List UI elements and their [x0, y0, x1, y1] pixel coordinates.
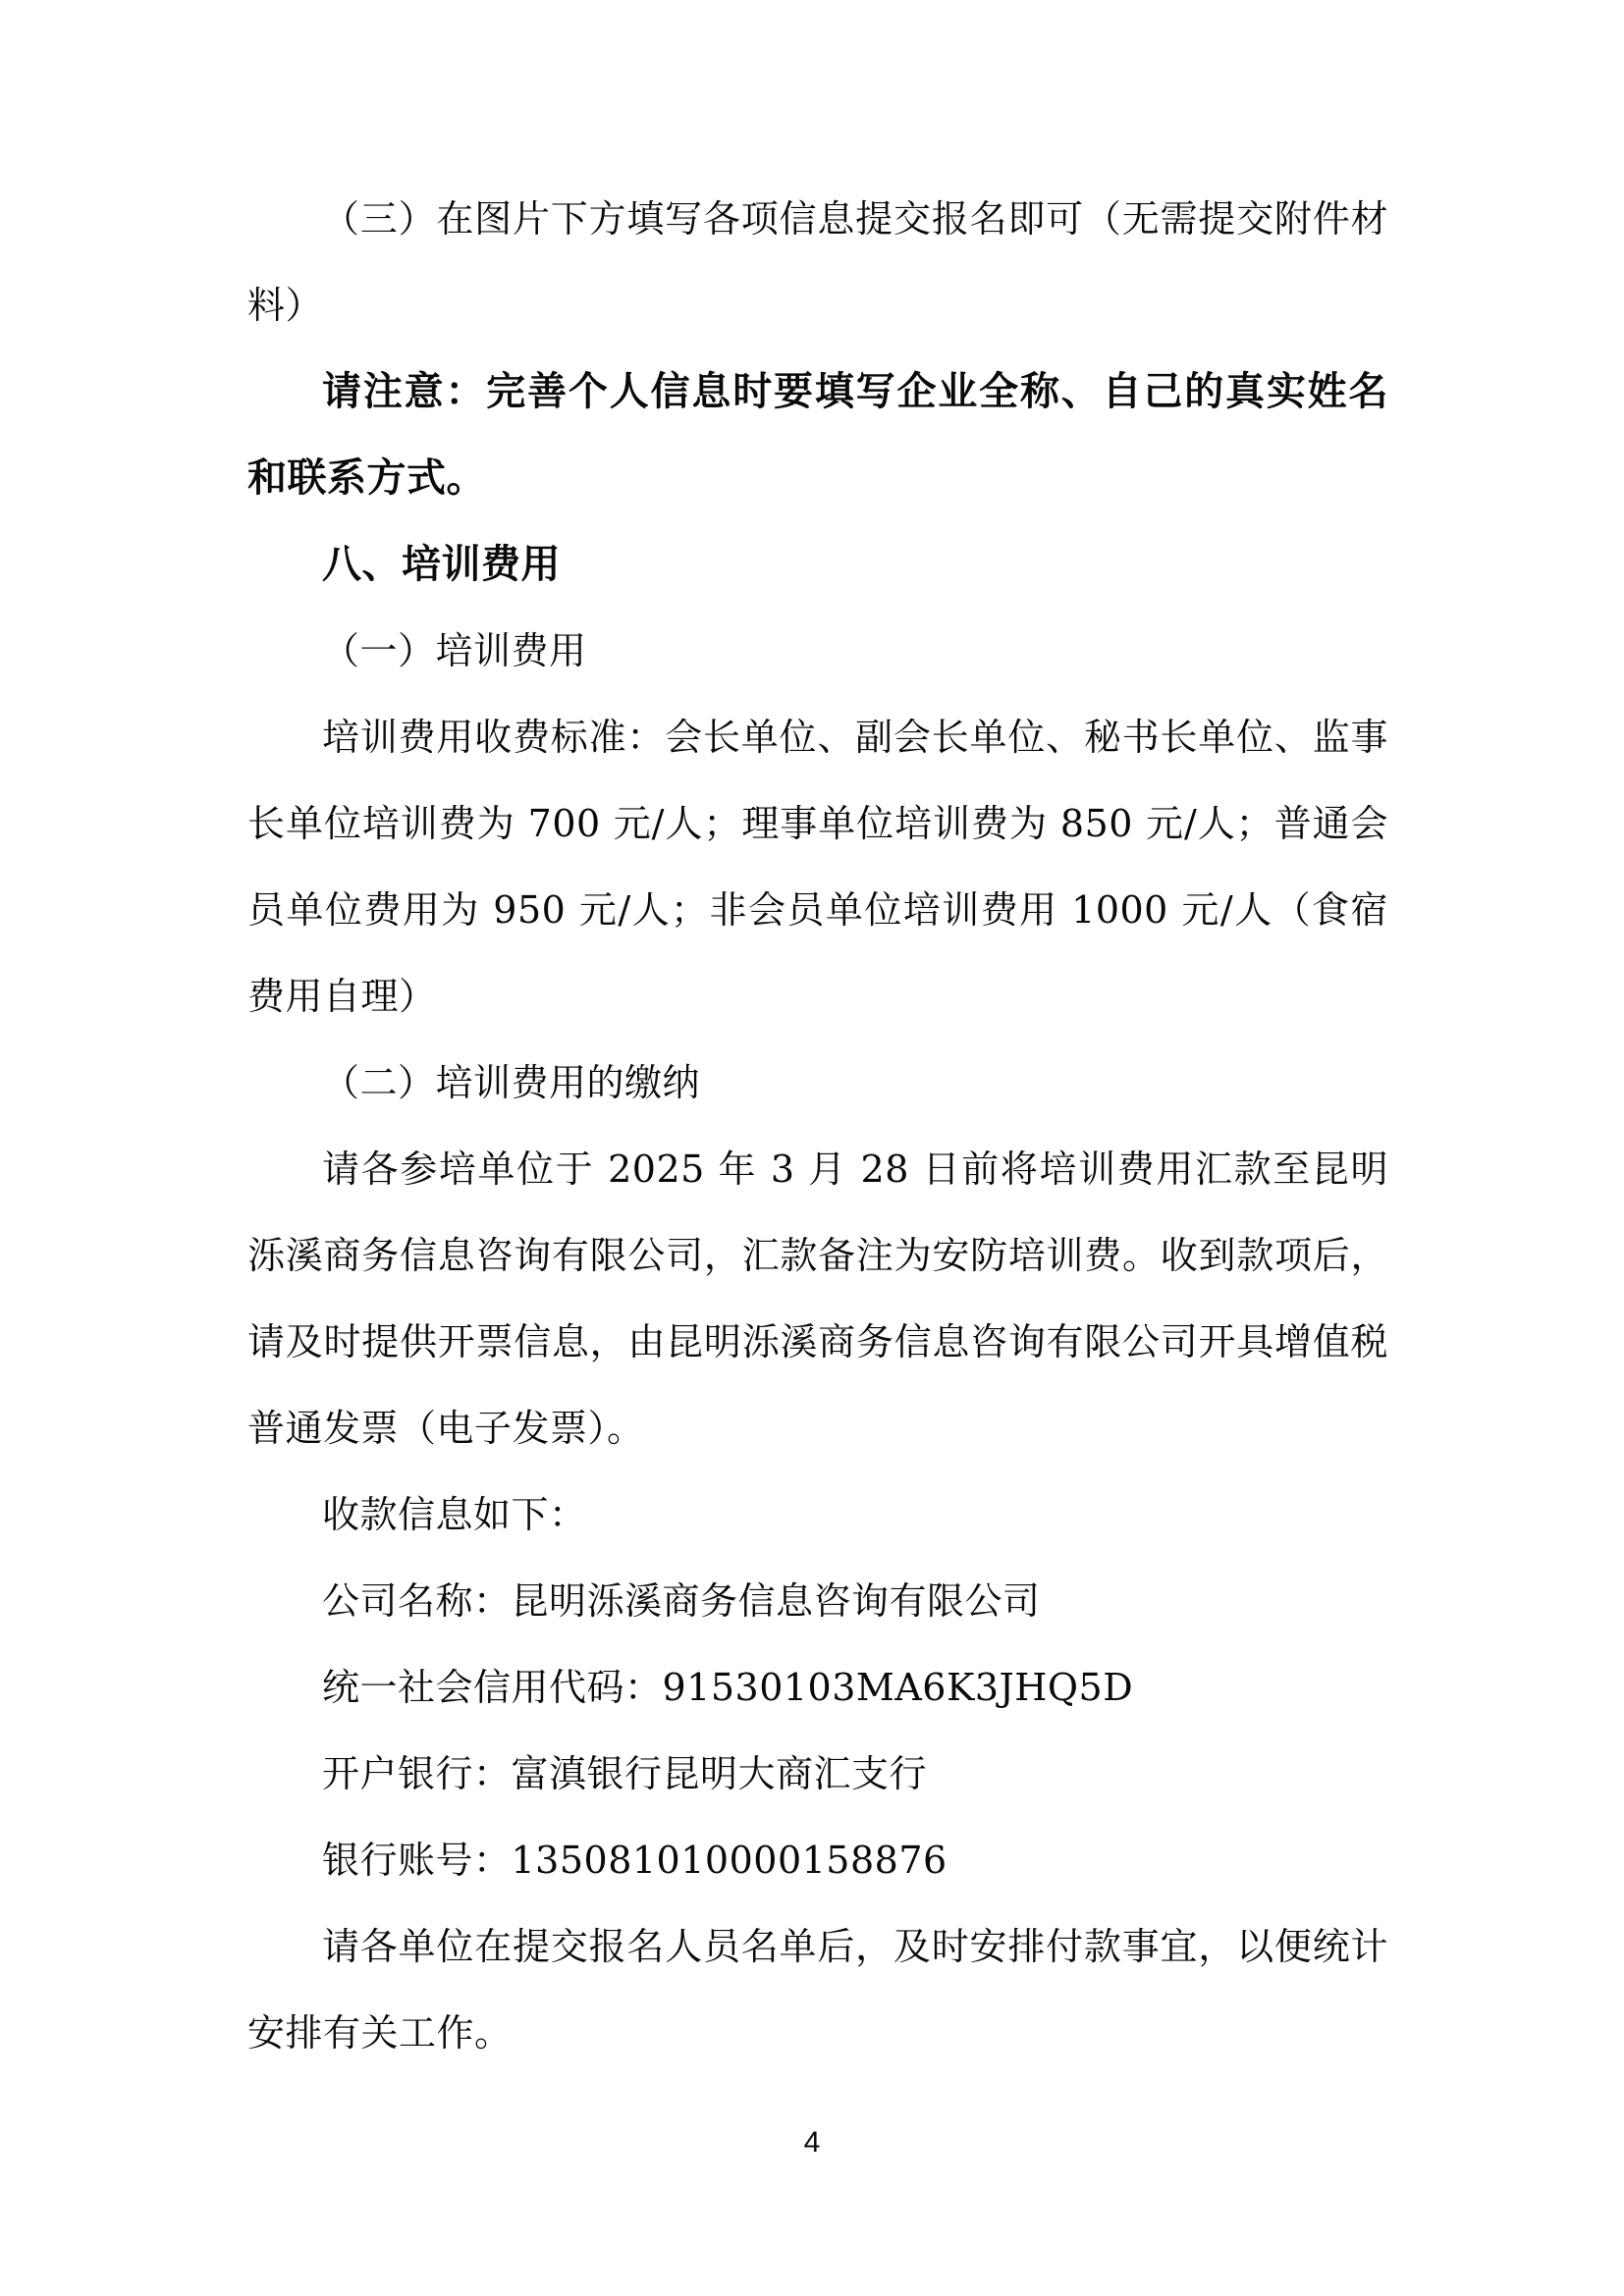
paragraph-notice: 请注意：完善个人信息时要填写企业全称、自己的真实姓名和联系方式。 [247, 368, 1388, 501]
heading-section-8-training-fees: 八、培训费用 [322, 541, 561, 587]
sub-heading-training-fee: （一）培训费用 [322, 629, 587, 672]
paragraph-fee-standards: 培训费用收费标准：会长单位、副会长单位、秘书长单位、监事长单位培训费为 700 元/人；理事单位培训费为 850 元/人；普通会员单位费用为 950 元/人；非会员单位培训费用 1000 元/人（食宿费用自理） [247, 716, 1388, 1018]
paragraph-payment-instructions: 请各参培单位于 2025 年 3 月 28 日前将培训费用汇款至昆明泺溪商务信息咨询有限公司，汇款备注为安防培训费。收到款项后，请及时提供开票信息，由昆明泺溪商务信息咨询有限公司开具增值税普通发票（电子发票）。 [247, 1148, 1388, 1450]
page-number: 4 [803, 2126, 821, 2159]
document-body [247, 176, 1388, 2076]
paragraph-credit-code: 统一社会信用代码：91530103MA6K3JHQ5D [322, 1666, 1134, 1709]
paragraph-registration-step-3: （三）在图片下方填写各项信息提交报名即可（无需提交附件材料） [247, 197, 1388, 327]
paragraph-payee-info-label: 收款信息如下： [322, 1493, 587, 1536]
paragraph-bank-name: 开户银行：富滇银行昆明大商汇支行 [322, 1752, 928, 1795]
paragraph-payment-arrangement: 请各单位在提交报名人员名单后，及时安排付款事宜，以便统计安排有关工作。 [247, 1925, 1388, 2055]
paragraph-company-name: 公司名称：昆明泺溪商务信息咨询有限公司 [322, 1579, 1041, 1623]
sub-heading-fee-payment: （二）培训费用的缴纳 [322, 1061, 701, 1104]
paragraph-bank-account: 银行账号：135081010000158876 [322, 1839, 947, 1882]
